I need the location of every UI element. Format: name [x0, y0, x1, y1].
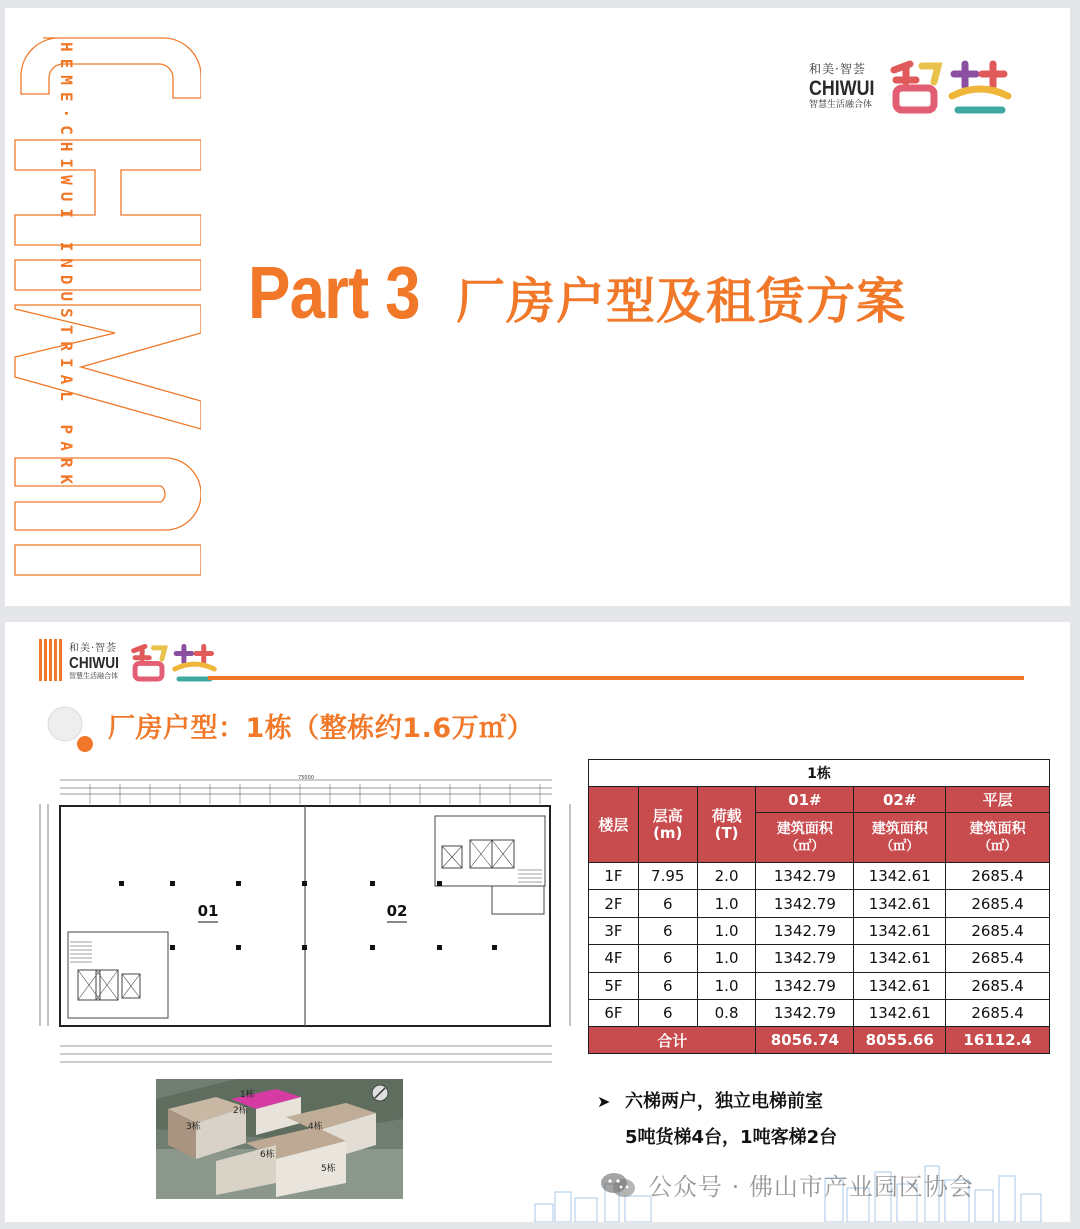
- table-cell: 1342.61: [854, 945, 946, 972]
- logo-slogan: 和美·智荟: [809, 61, 866, 76]
- table-cell: 2685.4: [946, 863, 1050, 890]
- aerial-label-2: 2栋: [233, 1106, 248, 1116]
- area-table: [588, 759, 1050, 1054]
- table-cell: 1.0: [697, 972, 756, 999]
- unit-01-label: 01: [197, 902, 219, 920]
- table-cell: 1342.79: [756, 999, 854, 1026]
- table-row: [589, 999, 1050, 1026]
- section-bullet-icon: [45, 704, 93, 752]
- cover-title: [248, 250, 906, 335]
- cover-slide: [5, 8, 1070, 606]
- logo-brand: CHIWUI: [69, 655, 119, 672]
- zhihui-logo-mark-icon: [128, 640, 220, 684]
- note-line-1: 六梯两户，独立电梯前室: [625, 1091, 823, 1112]
- table-cell: 6: [638, 999, 697, 1026]
- stripe-logo-icon: [39, 639, 65, 681]
- table-cell: 6: [638, 945, 697, 972]
- table-row: [589, 890, 1050, 917]
- vertical-park-name: HEME·CHIWUI INDUSTRIAL PARK: [57, 42, 76, 492]
- total-unit-02: 8055.66: [854, 1027, 946, 1054]
- header-flat: 平层: [946, 787, 1050, 813]
- header-load: 荷载 (T): [697, 787, 756, 863]
- table-cell: 6: [638, 890, 697, 917]
- unit-layout-slide: [5, 622, 1070, 1222]
- table-cell: 1342.79: [756, 863, 854, 890]
- header-floor: 楼层: [589, 787, 639, 863]
- header-area-02: 建筑面积 （㎡）: [854, 813, 946, 863]
- table-cell: 6: [638, 917, 697, 944]
- total-flat: 16112.4: [946, 1027, 1050, 1054]
- part-label: Part 3: [248, 251, 420, 334]
- table-cell: 1.0: [697, 945, 756, 972]
- wechat-icon: [600, 1171, 636, 1199]
- chiwui-logo-small: [69, 640, 220, 684]
- total-unit-01: 8056.74: [756, 1027, 854, 1054]
- table-cell: 2685.4: [946, 917, 1050, 944]
- table-row: [589, 917, 1050, 944]
- table-cell: 1.0: [697, 917, 756, 944]
- aerial-label-3: 3栋: [186, 1122, 201, 1132]
- note-line-2: 5吨货梯4台，1吨客梯2台: [625, 1127, 838, 1148]
- table-cell: 3F: [589, 917, 639, 944]
- table-cell: 2685.4: [946, 945, 1050, 972]
- table-cell: 1342.79: [756, 972, 854, 999]
- table-total-row: [589, 1027, 1050, 1054]
- header-unit-02: 02#: [854, 787, 946, 813]
- chiwui-outline-lettering: [13, 30, 201, 596]
- table-row: [589, 945, 1050, 972]
- table-cell: 5F: [589, 972, 639, 999]
- aerial-label-5: 5栋: [321, 1164, 336, 1174]
- header-area-01: 建筑面积 （㎡）: [756, 813, 854, 863]
- table-row: [589, 972, 1050, 999]
- watermark-text: 公众号 · 佛山市产业园区协会: [648, 1173, 974, 1201]
- logo-subtitle: 智慧生活融合体: [809, 99, 873, 110]
- table-row: [589, 863, 1050, 890]
- table-cell: 1342.61: [854, 999, 946, 1026]
- aerial-rendering-image: [156, 1079, 403, 1199]
- table-cell: 1.0: [697, 890, 756, 917]
- table-cell: 2685.4: [946, 999, 1050, 1026]
- header-height: 层高 (m): [638, 787, 697, 863]
- zhihui-logo-mark-icon: [886, 56, 1016, 116]
- aerial-label-1: 1栋: [240, 1090, 255, 1100]
- feature-notes: [597, 1084, 837, 1156]
- table-cell: 2685.4: [946, 890, 1050, 917]
- chiwui-logo: [809, 56, 1016, 116]
- table-cell: 1342.79: [756, 890, 854, 917]
- aerial-label-6: 6栋: [260, 1150, 275, 1160]
- logo-slogan: 和美·智荟: [69, 643, 118, 654]
- chapter-title: 厂房户型及租赁方案: [456, 273, 907, 330]
- table-cell: 2.0: [697, 863, 756, 890]
- table-cell: 6: [638, 972, 697, 999]
- table-cell: 1342.61: [854, 890, 946, 917]
- table-cell: 0.8: [697, 999, 756, 1026]
- unit-02-label: 02: [386, 902, 408, 920]
- floor-plan-drawing: [30, 774, 582, 1070]
- table-cell: 1342.61: [854, 863, 946, 890]
- dimension-label: 75000: [298, 775, 314, 781]
- table-cell: 1342.61: [854, 917, 946, 944]
- total-label: 合计: [589, 1027, 756, 1054]
- table-cell: 4F: [589, 945, 639, 972]
- table-cell: 1342.79: [756, 945, 854, 972]
- table-cell: 1342.61: [854, 972, 946, 999]
- header-area-flat: 建筑面积 （㎡）: [946, 813, 1050, 863]
- section-title: 厂房户型：1栋（整栋约1.6万㎡）: [108, 713, 535, 744]
- wechat-watermark: [600, 1167, 974, 1202]
- arrow-bullet-icon: ➤: [597, 1092, 611, 1111]
- table-cell: 6F: [589, 999, 639, 1026]
- header-rule: [208, 676, 1024, 680]
- logo-brand: CHIWUI: [809, 76, 875, 100]
- logo-subtitle: 智慧生活融合体: [69, 672, 118, 680]
- table-cell: 7.95: [638, 863, 697, 890]
- table-title: 1栋: [589, 760, 1050, 787]
- table-cell: 1342.79: [756, 917, 854, 944]
- table-cell: 2F: [589, 890, 639, 917]
- aerial-label-4: 4栋: [308, 1122, 323, 1132]
- table-cell: 2685.4: [946, 972, 1050, 999]
- table-cell: 1F: [589, 863, 639, 890]
- header-unit-01: 01#: [756, 787, 854, 813]
